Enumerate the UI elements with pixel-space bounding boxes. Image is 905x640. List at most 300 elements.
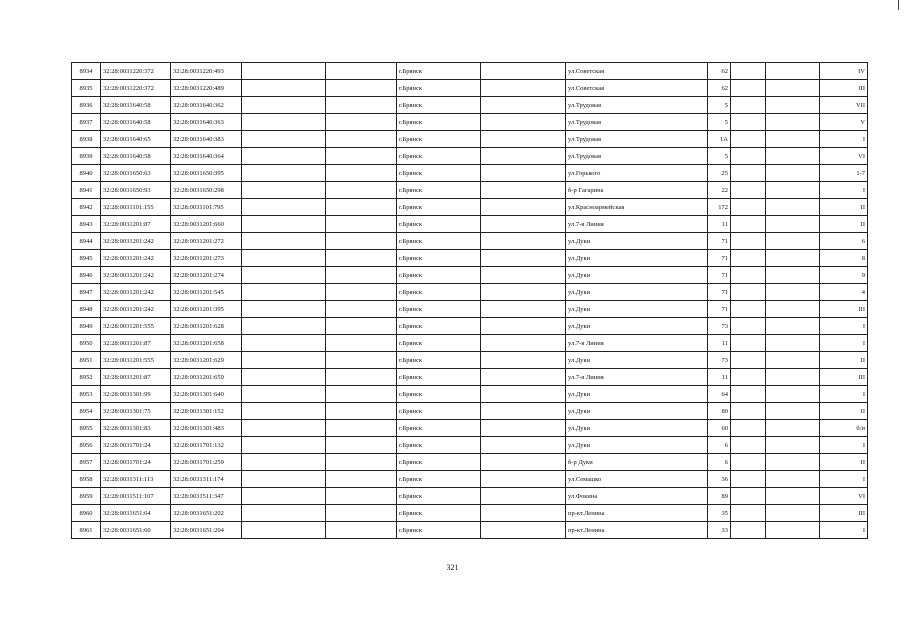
table-row (72, 131, 868, 148)
empty-cell (326, 284, 397, 301)
empty-cell (242, 148, 326, 165)
empty-cell (481, 335, 566, 352)
table-row (72, 335, 868, 352)
empty-cell (481, 250, 566, 267)
street: ул.7-я Линия (566, 369, 708, 386)
parent-cadastral-number: 32:28:0031301:83 (101, 420, 171, 437)
parent-cadastral-number: 32:28:0031220:372 (101, 80, 171, 97)
house-number: 71 (708, 250, 731, 267)
row-number: 8954 (72, 403, 101, 420)
row-number: 8958 (72, 471, 101, 488)
city: г.Брянск (397, 352, 481, 369)
street: ул.Дуки (566, 233, 708, 250)
parent-cadastral-number: 32:28:0031201:242 (101, 301, 171, 318)
premises-number: VII (820, 97, 868, 114)
city: г.Брянск (397, 131, 481, 148)
empty-cell (731, 335, 766, 352)
row-number: 8942 (72, 199, 101, 216)
parent-cadastral-number: 32:28:0031640:58 (101, 148, 171, 165)
empty-cell (766, 403, 820, 420)
cadastral-number: 32:28:0031201:659 (171, 369, 242, 386)
house-number: 5 (708, 114, 731, 131)
empty-cell (242, 488, 326, 505)
table-row (72, 216, 868, 233)
empty-cell (481, 352, 566, 369)
cadastral-number: 32:28:0031201:273 (171, 250, 242, 267)
empty-cell (481, 403, 566, 420)
empty-cell (766, 97, 820, 114)
row-number: 8945 (72, 250, 101, 267)
row-number: 8949 (72, 318, 101, 335)
empty-cell (766, 114, 820, 131)
empty-cell (766, 488, 820, 505)
city: г.Брянск (397, 403, 481, 420)
cadastral-number: 32:28:0031201:274 (171, 267, 242, 284)
empty-cell (766, 199, 820, 216)
empty-cell (481, 488, 566, 505)
cadastral-number: 32:28:0031640:364 (171, 148, 242, 165)
parent-cadastral-number: 32:28:0031201:555 (101, 318, 171, 335)
parent-cadastral-number: 32:28:0031640:58 (101, 97, 171, 114)
premises-number: III (820, 369, 868, 386)
street: ул.Дуки (566, 267, 708, 284)
premises-number: II (820, 403, 868, 420)
empty-cell (326, 148, 397, 165)
street: ул.Дуки (566, 352, 708, 369)
premises-number: I (820, 386, 868, 403)
cadastral-number: 32:28:0031640:383 (171, 131, 242, 148)
empty-cell (481, 131, 566, 148)
empty-cell (731, 131, 766, 148)
house-number: 11 (708, 335, 731, 352)
empty-cell (731, 522, 766, 539)
street: б-р Гагарина (566, 182, 708, 199)
premises-number: 9 (820, 267, 868, 284)
row-number: 8939 (72, 148, 101, 165)
table-row (72, 420, 868, 437)
table-row (72, 471, 868, 488)
city: г.Брянск (397, 505, 481, 522)
street: ул.Советская (566, 63, 708, 80)
empty-cell (766, 335, 820, 352)
empty-cell (766, 437, 820, 454)
empty-cell (326, 522, 397, 539)
city: г.Брянск (397, 182, 481, 199)
row-number: 8959 (72, 488, 101, 505)
empty-cell (326, 403, 397, 420)
cadastral-number: 32:28:0031201:629 (171, 352, 242, 369)
parent-cadastral-number: 32:28:0031651:64 (101, 505, 171, 522)
table-row (72, 80, 868, 97)
table-row (72, 233, 868, 250)
parent-cadastral-number: 32:28:0031101:155 (101, 199, 171, 216)
city: г.Брянск (397, 97, 481, 114)
empty-cell (731, 199, 766, 216)
empty-cell (766, 165, 820, 182)
city: г.Брянск (397, 80, 481, 97)
house-number: 22 (708, 182, 731, 199)
empty-cell (481, 318, 566, 335)
house-number: 36 (708, 471, 731, 488)
city: г.Брянск (397, 165, 481, 182)
street: пр-кт.Ленина (566, 522, 708, 539)
empty-cell (766, 80, 820, 97)
empty-cell (766, 369, 820, 386)
row-number: 8953 (72, 386, 101, 403)
empty-cell (242, 335, 326, 352)
street: ул.Дуки (566, 403, 708, 420)
house-number: 11 (708, 216, 731, 233)
premises-number: III (820, 80, 868, 97)
parent-cadastral-number: 32:28:0031650:93 (101, 182, 171, 199)
empty-cell (242, 114, 326, 131)
row-number: 8946 (72, 267, 101, 284)
empty-cell (326, 369, 397, 386)
empty-cell (766, 505, 820, 522)
empty-cell (326, 471, 397, 488)
empty-cell (731, 352, 766, 369)
empty-cell (481, 369, 566, 386)
city: г.Брянск (397, 522, 481, 539)
premises-number: II (820, 454, 868, 471)
empty-cell (481, 267, 566, 284)
empty-cell (242, 267, 326, 284)
street: ул.Семашко (566, 471, 708, 488)
empty-cell (242, 233, 326, 250)
premises-number: VI (820, 148, 868, 165)
empty-cell (766, 386, 820, 403)
street: ул.Трудовая (566, 97, 708, 114)
street: ул.Дуки (566, 301, 708, 318)
empty-cell (481, 505, 566, 522)
table-row (72, 114, 868, 131)
row-number: 8943 (72, 216, 101, 233)
empty-cell (766, 267, 820, 284)
premises-number: II (820, 216, 868, 233)
empty-cell (242, 199, 326, 216)
table-row (72, 437, 868, 454)
parent-cadastral-number: 32:28:0031201:87 (101, 216, 171, 233)
premises-number: II (820, 352, 868, 369)
empty-cell (326, 233, 397, 250)
table-row (72, 97, 868, 114)
street: ул.Трудовая (566, 131, 708, 148)
empty-cell (766, 131, 820, 148)
empty-cell (731, 505, 766, 522)
table-row (72, 318, 868, 335)
empty-cell (326, 216, 397, 233)
empty-cell (326, 301, 397, 318)
empty-cell (766, 420, 820, 437)
house-number: 71 (708, 301, 731, 318)
cadastral-number: 32:28:0031651:204 (171, 522, 242, 539)
parent-cadastral-number: 32:28:0031201:242 (101, 233, 171, 250)
table-row (72, 454, 868, 471)
empty-cell (326, 63, 397, 80)
row-number: 8937 (72, 114, 101, 131)
street: ул.Советская (566, 80, 708, 97)
house-number: 73 (708, 318, 731, 335)
house-number: 35 (708, 505, 731, 522)
table-row (72, 301, 868, 318)
empty-cell (731, 114, 766, 131)
empty-cell (766, 471, 820, 488)
empty-cell (481, 454, 566, 471)
premises-number: I (820, 182, 868, 199)
cadastral-number: 32:28:0031640:362 (171, 97, 242, 114)
table-row (72, 505, 868, 522)
empty-cell (242, 471, 326, 488)
premises-number: VI (820, 488, 868, 505)
empty-cell (326, 437, 397, 454)
street: ул.Дуки (566, 250, 708, 267)
city: г.Брянск (397, 267, 481, 284)
table-row (72, 386, 868, 403)
table-row (72, 267, 868, 284)
parent-cadastral-number: 32:28:0031701:24 (101, 437, 171, 454)
empty-cell (326, 352, 397, 369)
parent-cadastral-number: 32:28:0031220:372 (101, 63, 171, 80)
table-row (72, 284, 868, 301)
house-number: 71 (708, 284, 731, 301)
empty-cell (242, 250, 326, 267)
house-number: 73 (708, 352, 731, 369)
empty-cell (481, 148, 566, 165)
street: ул.Дуки (566, 420, 708, 437)
city: г.Брянск (397, 199, 481, 216)
parent-cadastral-number: 32:28:0031201:555 (101, 352, 171, 369)
empty-cell (481, 63, 566, 80)
cadastral-number: 32:28:0031301:152 (171, 403, 242, 420)
empty-cell (326, 199, 397, 216)
empty-cell (242, 454, 326, 471)
row-number: 8936 (72, 97, 101, 114)
cadastral-number: 32:28:0031301:640 (171, 386, 242, 403)
registry-table (71, 62, 868, 539)
city: г.Брянск (397, 250, 481, 267)
row-number: 8947 (72, 284, 101, 301)
empty-cell (326, 165, 397, 182)
parent-cadastral-number: 32:28:0031201:87 (101, 369, 171, 386)
empty-cell (731, 471, 766, 488)
empty-cell (731, 301, 766, 318)
empty-cell (481, 80, 566, 97)
empty-cell (242, 97, 326, 114)
cadastral-number: 32:28:0031201:628 (171, 318, 242, 335)
empty-cell (326, 97, 397, 114)
city: г.Брянск (397, 437, 481, 454)
parent-cadastral-number: 32:28:0031201:87 (101, 335, 171, 352)
city: г.Брянск (397, 284, 481, 301)
premises-number: II (820, 199, 868, 216)
row-number: 8952 (72, 369, 101, 386)
empty-cell (731, 80, 766, 97)
street: ул.Дуки (566, 318, 708, 335)
house-number: 6 (708, 437, 731, 454)
empty-cell (326, 454, 397, 471)
city: г.Брянск (397, 301, 481, 318)
empty-cell (326, 250, 397, 267)
row-number: 8934 (72, 63, 101, 80)
empty-cell (326, 182, 397, 199)
row-number: 8941 (72, 182, 101, 199)
empty-cell (731, 216, 766, 233)
empty-cell (326, 318, 397, 335)
house-number: 64 (708, 386, 731, 403)
empty-cell (731, 369, 766, 386)
table-row (72, 250, 868, 267)
empty-cell (326, 267, 397, 284)
empty-cell (242, 131, 326, 148)
empty-cell (731, 250, 766, 267)
table-row (72, 199, 868, 216)
house-number: 6 (708, 454, 731, 471)
cadastral-number: 32:28:0031220:489 (171, 80, 242, 97)
empty-cell (242, 437, 326, 454)
cadastral-number: 32:28:0031311:174 (171, 471, 242, 488)
parent-cadastral-number: 32:28:0031701:24 (101, 454, 171, 471)
premises-number: III (820, 301, 868, 318)
empty-cell (731, 182, 766, 199)
empty-cell (731, 233, 766, 250)
empty-cell (731, 63, 766, 80)
cadastral-number: 32:28:0031201:272 (171, 233, 242, 250)
empty-cell (326, 131, 397, 148)
parent-cadastral-number: 32:28:0031301:75 (101, 403, 171, 420)
house-number: 62 (708, 63, 731, 80)
empty-cell (481, 165, 566, 182)
empty-cell (766, 454, 820, 471)
row-number: 8940 (72, 165, 101, 182)
empty-cell (242, 522, 326, 539)
empty-cell (766, 318, 820, 335)
empty-cell (481, 284, 566, 301)
parent-cadastral-number: 32:28:0031201:242 (101, 267, 171, 284)
row-number: 8944 (72, 233, 101, 250)
empty-cell (766, 301, 820, 318)
street: ул.Фокина (566, 488, 708, 505)
parent-cadastral-number: 32:28:0031511:107 (101, 488, 171, 505)
street: ул.7-я Линия (566, 335, 708, 352)
premises-number: I (820, 522, 868, 539)
city: г.Брянск (397, 488, 481, 505)
empty-cell (481, 420, 566, 437)
street: б-р Дуки (566, 454, 708, 471)
cadastral-number: 32:28:0031220:493 (171, 63, 242, 80)
row-number: 8957 (72, 454, 101, 471)
empty-cell (731, 403, 766, 420)
house-number: 89 (708, 488, 731, 505)
premises-number: I (820, 131, 868, 148)
row-number: 8948 (72, 301, 101, 318)
premises-number: I (820, 471, 868, 488)
house-number: 25 (708, 165, 731, 182)
premises-number: I (820, 318, 868, 335)
house-number: 172 (708, 199, 731, 216)
row-number: 8960 (72, 505, 101, 522)
premises-number: IV (820, 63, 868, 80)
house-number: 11 (708, 369, 731, 386)
cadastral-number: 32:28:0031201:658 (171, 335, 242, 352)
cadastral-number: 32:28:0031640:363 (171, 114, 242, 131)
street: ул.Горького (566, 165, 708, 182)
premises-number: V (820, 114, 868, 131)
premises-number: I (820, 335, 868, 352)
table-row (72, 165, 868, 182)
empty-cell (481, 386, 566, 403)
cadastral-number: 32:28:0031701:132 (171, 437, 242, 454)
row-number: 8956 (72, 437, 101, 454)
premises-number: 4 (820, 284, 868, 301)
empty-cell (731, 148, 766, 165)
empty-cell (766, 63, 820, 80)
empty-cell (326, 335, 397, 352)
empty-cell (731, 420, 766, 437)
empty-cell (242, 420, 326, 437)
empty-cell (731, 267, 766, 284)
row-number: 8935 (72, 80, 101, 97)
empty-cell (242, 352, 326, 369)
street: ул.Дуки (566, 284, 708, 301)
city: г.Брянск (397, 335, 481, 352)
street: пр-кт.Ленина (566, 505, 708, 522)
empty-cell (242, 216, 326, 233)
empty-cell (731, 284, 766, 301)
house-number: 5 (708, 97, 731, 114)
cadastral-number: 32:28:0031650:395 (171, 165, 242, 182)
cadastral-number: 32:28:0031651:202 (171, 505, 242, 522)
street: ул.Трудовая (566, 114, 708, 131)
street: ул.Дуки (566, 437, 708, 454)
parent-cadastral-number: 32:28:0031650:63 (101, 165, 171, 182)
table-row (72, 369, 868, 386)
parent-cadastral-number: 32:28:0031301:99 (101, 386, 171, 403)
street: ул.7-я Линия (566, 216, 708, 233)
cadastral-number: 32:28:0031201:660 (171, 216, 242, 233)
page-number: 321 (446, 563, 459, 572)
empty-cell (326, 505, 397, 522)
city: г.Брянск (397, 148, 481, 165)
empty-cell (766, 522, 820, 539)
empty-cell (766, 284, 820, 301)
empty-cell (481, 301, 566, 318)
table-row (72, 403, 868, 420)
street: ул.Красноармейская (566, 199, 708, 216)
empty-cell (326, 80, 397, 97)
empty-cell (481, 471, 566, 488)
registry-table-body (72, 63, 868, 539)
city: г.Брянск (397, 318, 481, 335)
empty-cell (481, 199, 566, 216)
parent-cadastral-number: 32:28:0031311:113 (101, 471, 171, 488)
empty-cell (766, 233, 820, 250)
parent-cadastral-number: 32:28:0031640:65 (101, 131, 171, 148)
street: ул.Трудовая (566, 148, 708, 165)
city: г.Брянск (397, 369, 481, 386)
premises-number: 8 (820, 250, 868, 267)
city: г.Брянск (397, 454, 481, 471)
street: ул.Дуки (566, 386, 708, 403)
empty-cell (242, 63, 326, 80)
cadastral-number: 32:28:0031301:483 (171, 420, 242, 437)
cadastral-number: 32:28:0031201:545 (171, 284, 242, 301)
empty-cell (731, 386, 766, 403)
house-number: 62 (708, 80, 731, 97)
house-number: 71 (708, 233, 731, 250)
empty-cell (242, 301, 326, 318)
row-number: 8938 (72, 131, 101, 148)
table-row (72, 522, 868, 539)
